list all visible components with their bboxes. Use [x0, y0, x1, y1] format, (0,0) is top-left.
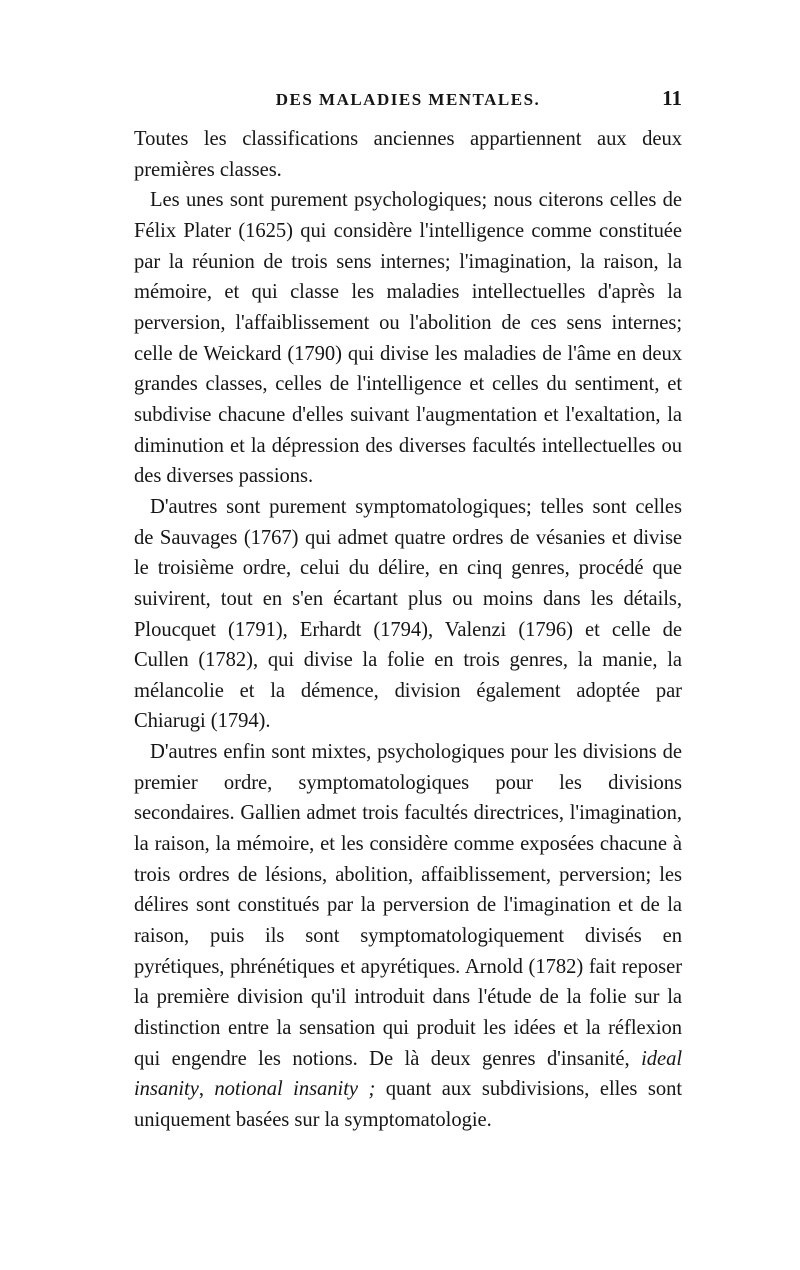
page-number: 11 [662, 86, 682, 110]
paragraph-4-text-after: quant aux subdivisions, elles sont uniquement basées sur la symptomatologie. [134, 1078, 682, 1131]
paragraph-4-text-before: D'autres enfin sont mixtes, psychologiques pour les divisions de premier ordre, symptomatologiques pour les divisions secondaires. Gallien admet trois facultés directrices, l'imagination, la raison, la mémoire, et les considère comme exposées chacune à trois ordres de lésions, abolition, affaiblissement, perversion; les délires sont constitués par la perversion de l'imagination et de la raison, puis ils sont symptomatologiquement divisés en pyrétiques, phrénétiques et apyrétiques. Arnold (1782) fait reposer la première division qu'il introduit dans l'étude de la folie sur la distinction entre la sensation qui produit les idées et la réflexion qui engendre les notions. De là deux genres d'insanité, [134, 741, 682, 1070]
paragraph-1: Toutes les classifications anciennes appartiennent aux deux premières classes. [134, 128, 682, 181]
paragraph-4-text-middle: , [198, 1078, 215, 1101]
paragraph-4 [134, 737, 682, 1136]
italic-term-ideal-insanity: ideal insanity [134, 1047, 682, 1101]
paragraph-2: Les unes sont purement psychologiques; nous citerons celles de Félix Plater (1625) qui considère l'intelligence comme constituée par la réunion de trois sens internes; l'imagination, la raison, la mémoire, et qui classe les maladies intellectuelles d'après la perversion, l'affaiblissement ou l'abolition de ces sens internes; celle de Weickard (1790) qui divise les maladies de l'âme en deux grandes classes, celles de l'intelligence et celles du sentiment, et subdivise chacune d'elles suivant l'augmentation et l'exaltation, la diminution et la dépression des diverses facultés intellectuelles ou des diverses passions. [134, 189, 682, 488]
body-text [134, 124, 682, 1136]
running-head [134, 86, 682, 116]
italic-term-notional-insanity: notional insanity ; [214, 1078, 376, 1101]
paragraph-3: D'autres sont purement symptomatologiques; telles sont celles de Sauvages (1767) qui admet quatre ordres de vésanies et divise le troisième ordre, celui du délire, en cinq genres, procédé que suivirent, tout en s'en écartant plus ou moins dans les détails, Ploucquet (1791), Erhardt (1794), Valenzi (1796) et celle de Cullen (1782), qui divise la folie en trois genres, la manie, la mélancolie et la démence, division également adoptée par Chiarugi (1794). [134, 495, 682, 733]
running-head-title: DES MALADIES MENTALES. [275, 90, 541, 109]
